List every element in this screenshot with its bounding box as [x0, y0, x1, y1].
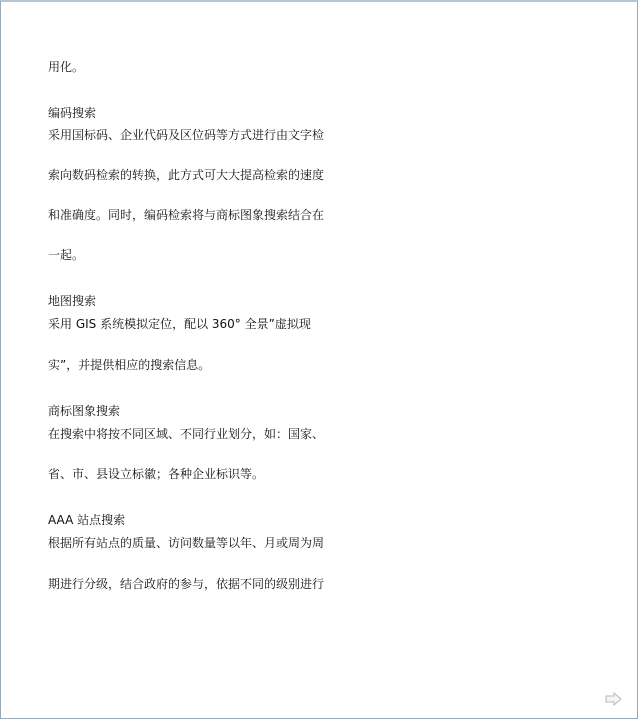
section-heading-map-search: 地图搜索: [48, 294, 97, 308]
section-heading-aaa-site-search: AAA 站点搜索: [48, 513, 126, 527]
text-line: 在搜索中将按不同区域、不同行业划分，如：国家、: [48, 427, 325, 441]
section-heading-trademark-search: 商标图象搜索: [48, 404, 121, 418]
text-line: 用化。: [48, 60, 85, 74]
text-line: 采用 GIS 系统模拟定位，配以 360° 全景”虚拟现: [48, 317, 311, 331]
text-line: 采用国标码、企业代码及区位码等方式进行由文字检: [48, 128, 325, 142]
text-line: 和准确度。同时，编码检索将与商标图象搜索结合在: [48, 208, 325, 222]
text-line: 省、市、县设立标徽；各种企业标识等。: [48, 467, 265, 481]
text-line: 期进行分级，结合政府的参与，依据不同的级别进行: [48, 577, 325, 591]
section-heading-code-search: 编码搜索: [48, 106, 97, 120]
arrow-right-icon[interactable]: [605, 692, 623, 706]
text-line: 索向数码检索的转换，此方式可大大提高检索的速度: [48, 168, 325, 182]
text-line: 一起。: [48, 248, 85, 262]
text-line: 根据所有站点的质量、访问数量等以年、月或周为周: [48, 536, 325, 550]
text-line: 实”，并提供相应的搜索信息。: [48, 358, 211, 372]
